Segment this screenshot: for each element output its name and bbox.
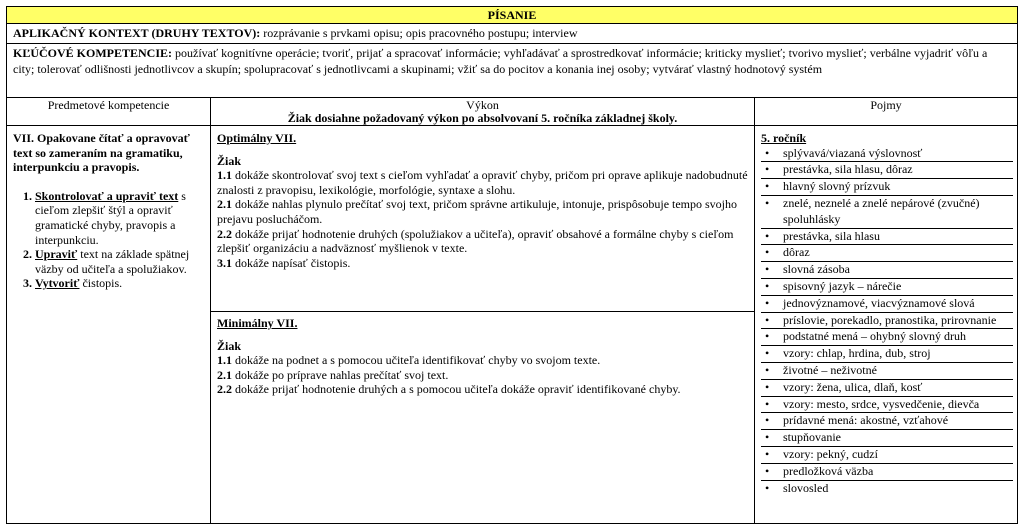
performance-item bbox=[217, 353, 748, 368]
term-item: • slovná zásoba bbox=[761, 262, 1013, 279]
key-competences bbox=[7, 44, 1017, 98]
step-verb: Skontrolovať a upraviť text bbox=[35, 188, 179, 203]
item-text: dokáže prijať hodnotenie druhých a s pomocou učiteľa dokáže opraviť identifikované chyby. bbox=[232, 382, 681, 397]
term-item: • hlavný slovný prízvuk bbox=[761, 179, 1013, 196]
context-label: APLIKAČNÝ KONTEXT (DRUHY TEXTOV): bbox=[13, 26, 261, 40]
step-text: text na základe spätnej väzby od učiteľa a spolužiakov. bbox=[35, 247, 190, 276]
terms-header-label: Pojmy bbox=[870, 98, 902, 112]
item-text: dokáže na podnet a s pomocou učiteľa identifikovať chyby vo svojom texte. bbox=[232, 353, 601, 368]
competences-label: KĽÚČOVÉ KOMPETENCIE: bbox=[13, 46, 173, 60]
performance-header-sub: Žiak dosiahne požadovaný výkon po absolvovaní 5. ročníka základnej školy. bbox=[287, 111, 678, 125]
term-item: • jednovýznamové, viacvýznamové slová bbox=[761, 296, 1013, 313]
term-item: • znelé, neznelé a znelé nepárové (zvučné) spoluhlásky bbox=[761, 196, 1013, 229]
minimal-level bbox=[211, 312, 754, 523]
term-item: • životné – neživotné bbox=[761, 363, 1013, 380]
term-item: • prestávka, sila hlasu bbox=[761, 229, 1013, 246]
term-item: • splývavá/viazaná výslovnosť bbox=[761, 146, 1013, 163]
step-text: s cieľom zlepšiť štýl a opraviť gramatické chyby, pravopis a interpunkciu. bbox=[35, 188, 186, 247]
table-title: PÍSANIE bbox=[7, 7, 1017, 24]
term-item: • vzory: pekný, cudzí bbox=[761, 447, 1013, 464]
terms-body bbox=[755, 126, 1017, 496]
optimal-label: Optimálny VII. bbox=[217, 131, 297, 145]
term-item: • prestávka, sila hlasu, dôraz bbox=[761, 162, 1013, 179]
performance-item bbox=[217, 368, 748, 383]
curriculum-table bbox=[6, 6, 1018, 524]
optimal-pupil: Žiak bbox=[217, 153, 242, 168]
term-item: • spisovný jazyk – nárečie bbox=[761, 279, 1013, 296]
item-number: 2.2 bbox=[217, 382, 232, 397]
minimal-pupil: Žiak bbox=[217, 338, 242, 353]
step-text: čistopis. bbox=[79, 276, 123, 291]
item-number: 1.1 bbox=[217, 353, 232, 368]
terms-header bbox=[755, 98, 1017, 126]
term-item: • podstatné mená – ohybný slovný druh bbox=[761, 329, 1013, 346]
performance-item bbox=[217, 227, 748, 256]
term-item: • slovosled bbox=[761, 481, 1013, 497]
terms-column bbox=[755, 98, 1017, 523]
term-item: • príslovie, porekadlo, pranostika, prirovnanie bbox=[761, 313, 1013, 330]
item-text: dokáže nahlas plynulo prečítať svoj text, pričom správne artikuluje, intonuje, prispôsobuje tempo svojho prejavu poslucháčom. bbox=[217, 197, 738, 226]
item-number: 1.1 bbox=[217, 168, 232, 183]
performance-item bbox=[217, 168, 748, 197]
term-item: • stupňovanie bbox=[761, 430, 1013, 447]
performance-header bbox=[211, 98, 754, 126]
item-text: dokáže po príprave nahlas prečítať svoj text. bbox=[232, 367, 449, 382]
term-item: • vzory: žena, ulica, dlaň, kosť bbox=[761, 380, 1013, 397]
term-item: • dôraz bbox=[761, 245, 1013, 262]
application-context bbox=[7, 24, 1017, 44]
subject-objective: VII. Opakovane čítať a opravovať text so zameraním na gramatiku, interpunkciu a pravopis. bbox=[13, 131, 190, 175]
item-number: 2.1 bbox=[217, 367, 232, 382]
term-item: • vzory: chlap, hrdina, dub, stroj bbox=[761, 346, 1013, 363]
performance-column bbox=[211, 98, 755, 523]
item-number: 2.1 bbox=[217, 197, 232, 212]
term-item: • predložková väzba bbox=[761, 464, 1013, 481]
subject-header-label: Predmetové kompetencie bbox=[47, 98, 170, 112]
subject-header bbox=[7, 98, 210, 126]
subject-step bbox=[35, 247, 204, 276]
step-verb: Upraviť bbox=[35, 247, 78, 262]
context-text: rozprávanie s prvkami opisu; opis pracovného postupu; interview bbox=[260, 26, 578, 40]
subject-body bbox=[7, 126, 210, 291]
item-text: dokáže skontrolovať svoj text s cieľom vyhľadať a opraviť chyby, pričom pri oprave aplikuje nadobudnuté znalosti z pravopisu, lexikológie, morfológie, syntaxe a slohu. bbox=[217, 168, 748, 197]
term-item: • prídavné mená: akostné, vzťahové bbox=[761, 413, 1013, 430]
step-verb: Vytvoriť bbox=[35, 276, 80, 291]
term-item: • vzory: mesto, srdce, vysvedčenie, dievča bbox=[761, 397, 1013, 414]
performance-header-label: Výkon bbox=[466, 98, 499, 112]
terms-grade: 5. ročník bbox=[761, 131, 807, 145]
minimal-label: Minimálny VII. bbox=[217, 316, 298, 330]
item-number: 2.2 bbox=[217, 226, 232, 241]
subject-step bbox=[35, 189, 204, 247]
item-number: 3.1 bbox=[217, 255, 232, 270]
performance-item bbox=[217, 197, 748, 226]
optimal-level bbox=[211, 126, 754, 312]
terms-list bbox=[761, 146, 1013, 497]
competences-text: používať kognitívne operácie; tvoriť, prijať a spracovať informácie; vyhľadávať a sprostredkovať informácie; kriticky myslieť; tvorivo myslieť; verbálne vyjadriť vôľu a city; tolerovať odlišnosti jednotlivcov a skupín; spolupracovať s jednotlivcami a skupinami; vžiť sa do pocitov a konania inej osoby; vytvárať vlastný hodnotový systém bbox=[13, 46, 988, 76]
performance-item bbox=[217, 382, 748, 397]
item-text: dokáže napísať čistopis. bbox=[232, 255, 351, 270]
item-text: dokáže prijať hodnotenie druhých (spolužiakov a učiteľa), opraviť obsahové a formálne chyby s cieľom zlepšiť organizáciu a nadväznosť myšlienok v texte. bbox=[217, 226, 734, 256]
performance-item bbox=[217, 256, 748, 271]
subject-step bbox=[35, 276, 204, 291]
subject-steps bbox=[13, 189, 204, 291]
subject-competences-column bbox=[7, 98, 211, 523]
